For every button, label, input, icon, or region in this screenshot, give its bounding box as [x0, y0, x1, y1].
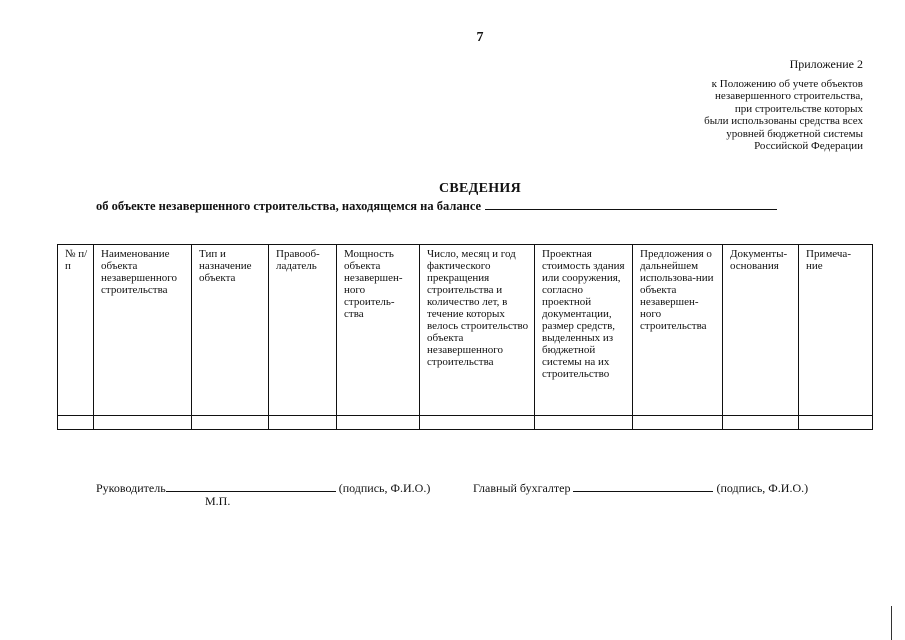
column-header: Правооб-ладатель: [269, 245, 337, 416]
appendix-line: к Положению об учете объектов: [711, 77, 863, 90]
document-title: СВЕДЕНИЯ: [438, 181, 522, 196]
column-header: Проектная стоимость здания или сооружения, согласно проектной документации, размер средств, выделенных из бюджетной системы на их строительство: [535, 245, 633, 416]
balance-holder-field[interactable]: [485, 199, 777, 210]
column-header: Наименование объекта незавершенного строительства: [94, 245, 192, 416]
page-number: 7: [476, 30, 484, 45]
accountant-signature: [473, 480, 808, 496]
column-header: Примеча-ние: [799, 245, 873, 416]
table-cell[interactable]: [269, 416, 337, 430]
appendix-line: были использованы средства всех: [704, 115, 863, 127]
appendix-line: Российской Федерации: [754, 140, 863, 152]
objects-table: [57, 244, 873, 430]
table-cell[interactable]: [58, 416, 94, 430]
appendix-line: при строительстве которых: [734, 102, 863, 115]
appendix-line: уровней бюджетной системы: [726, 127, 863, 140]
column-header: Предложения о дальнейшем использова-нии объекта незавершен-ного строительства: [633, 245, 723, 416]
column-header: № п/п: [58, 245, 94, 416]
head-signature: [96, 480, 430, 496]
appendix-title: Приложение 2: [789, 57, 863, 71]
accountant-signature-hint: (подпись, Ф.И.О.): [716, 481, 809, 495]
table-cell[interactable]: [633, 416, 723, 430]
table-cell[interactable]: [420, 416, 535, 430]
head-signature-hint: (подпись, Ф.И.О.): [338, 481, 431, 495]
column-header: Документы-основания: [723, 245, 799, 416]
table-row: [58, 416, 873, 430]
stamp-placeholder: М.П.: [205, 494, 231, 508]
subtitle-text: об объекте незавершенного строительства, находящемся на балансе: [96, 199, 482, 213]
table-header-row: [58, 245, 873, 416]
table-cell[interactable]: [192, 416, 269, 430]
document-subtitle: [96, 199, 777, 214]
accountant-signature-field[interactable]: [573, 480, 713, 492]
table-cell[interactable]: [337, 416, 420, 430]
column-header: Мощность объекта незавершен-ного строитель-ства: [337, 245, 420, 416]
edge-mark: [891, 606, 892, 640]
head-signature-field[interactable]: [166, 480, 336, 492]
column-header: Число, месяц и год фактического прекращения строительства и количество лет, в течение которых велось строительство объекта незавершенного строительства: [420, 245, 535, 416]
table-cell[interactable]: [799, 416, 873, 430]
appendix-block: [583, 58, 863, 153]
accountant-label: Главный бухгалтер: [473, 481, 571, 495]
table-cell[interactable]: [535, 416, 633, 430]
table-cell[interactable]: [94, 416, 192, 430]
column-header: Тип и назначение объекта: [192, 245, 269, 416]
table-cell[interactable]: [723, 416, 799, 430]
appendix-line: незавершенного строительства,: [714, 90, 863, 102]
head-label: Руководитель: [96, 481, 166, 495]
